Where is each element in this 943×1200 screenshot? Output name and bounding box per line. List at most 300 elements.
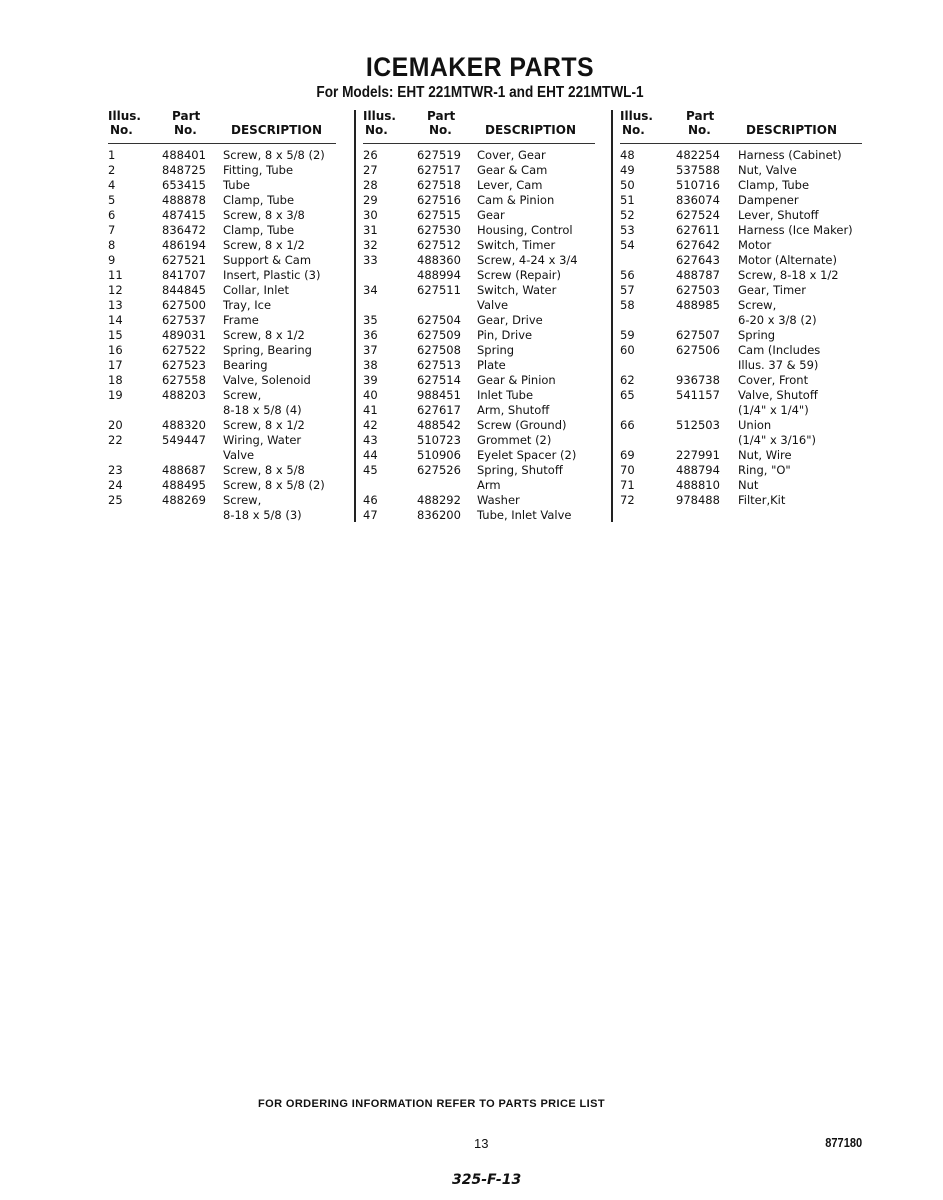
description: Motor <box>738 238 772 252</box>
description: Illus. 37 & 59) <box>738 358 819 372</box>
illus-no: 51 <box>620 193 635 207</box>
illus-no: 44 <box>363 448 378 462</box>
description: Screw, <box>738 298 777 312</box>
part-no: 488787 <box>676 268 720 282</box>
part-no: 844845 <box>162 283 206 297</box>
part-no: 978488 <box>676 493 720 507</box>
column-divider <box>354 110 356 522</box>
description: Valve <box>223 448 255 462</box>
illus-no: 48 <box>620 148 635 162</box>
part-no: 627506 <box>676 343 720 357</box>
part-no: 537588 <box>676 163 720 177</box>
description: Valve, Solenoid <box>223 373 311 387</box>
part-no: 482254 <box>676 148 720 162</box>
table-row <box>363 373 595 388</box>
description: Collar, Inlet <box>223 283 290 297</box>
illus-no: 65 <box>620 388 635 402</box>
table-row <box>108 463 336 478</box>
header-part-1: Part <box>686 109 715 123</box>
table-row <box>108 508 336 523</box>
part-no: 627512 <box>417 238 461 252</box>
header-illus-2: No. <box>365 123 388 137</box>
table-row <box>363 358 595 373</box>
description: Valve, Shutoff <box>738 388 818 402</box>
description: Harness (Ice Maker) <box>738 223 853 237</box>
header-illus-1: Illus. <box>108 109 141 123</box>
table-row <box>108 433 336 448</box>
description: Spring <box>477 343 515 357</box>
description: Gear & Cam <box>477 163 548 177</box>
table-row <box>108 418 336 433</box>
table-row <box>620 223 862 238</box>
table-row <box>108 328 336 343</box>
part-no: 488810 <box>676 478 720 492</box>
illus-no: 43 <box>363 433 378 447</box>
part-no: 627514 <box>417 373 461 387</box>
description: Nut, Valve <box>738 163 797 177</box>
table-row <box>620 298 862 313</box>
part-no: 488360 <box>417 253 461 267</box>
illus-no: 29 <box>363 193 378 207</box>
table-row <box>363 163 595 178</box>
illus-no: 19 <box>108 388 123 402</box>
table-row <box>108 163 336 178</box>
description: Dampener <box>738 193 799 207</box>
description: Screw, 8 x 1/2 <box>223 418 305 432</box>
table-row <box>620 493 862 508</box>
illus-no: 71 <box>620 478 635 492</box>
table-row <box>363 193 595 208</box>
description: Grommet (2) <box>477 433 552 447</box>
part-no: 512503 <box>676 418 720 432</box>
description: Screw (Ground) <box>477 418 567 432</box>
illus-no: 20 <box>108 418 123 432</box>
part-no: 936738 <box>676 373 720 387</box>
table-row <box>363 313 595 328</box>
illus-no: 22 <box>108 433 123 447</box>
table-row <box>363 343 595 358</box>
illus-no: 2 <box>108 163 116 177</box>
description: Insert, Plastic (3) <box>223 268 321 282</box>
description: Arm <box>477 478 501 492</box>
part-no: 488542 <box>417 418 461 432</box>
illus-no: 37 <box>363 343 378 357</box>
table-row <box>620 418 862 433</box>
illus-no: 31 <box>363 223 378 237</box>
part-no: 627507 <box>676 328 720 342</box>
description: Motor (Alternate) <box>738 253 837 267</box>
column-header <box>620 109 862 144</box>
illus-no: 57 <box>620 283 635 297</box>
header-illus-1: Illus. <box>620 109 653 123</box>
table-row <box>620 238 862 253</box>
illus-no: 52 <box>620 208 635 222</box>
illus-no: 72 <box>620 493 635 507</box>
description: Tube <box>223 178 250 192</box>
table-row <box>108 493 336 508</box>
table-row <box>620 193 862 208</box>
illus-no: 60 <box>620 343 635 357</box>
part-no: 627523 <box>162 358 206 372</box>
table-row <box>108 388 336 403</box>
part-no: 486194 <box>162 238 206 252</box>
part-no: 488794 <box>676 463 720 477</box>
table-row <box>363 298 595 313</box>
table-row <box>620 283 862 298</box>
illus-no: 5 <box>108 193 116 207</box>
table-row <box>363 238 595 253</box>
table-row <box>620 313 862 328</box>
part-no: 488985 <box>676 298 720 312</box>
table-row <box>108 148 336 163</box>
table-row <box>620 403 862 418</box>
part-no: 627558 <box>162 373 206 387</box>
description: Spring, Shutoff <box>477 463 563 477</box>
table-row <box>108 358 336 373</box>
table-row <box>363 478 595 493</box>
part-no: 549447 <box>162 433 206 447</box>
description: Screw, 8 x 5/8 (2) <box>223 148 325 162</box>
illus-no: 6 <box>108 208 116 222</box>
header-part-2: No. <box>688 123 711 137</box>
illus-no: 16 <box>108 343 123 357</box>
illus-no: 56 <box>620 268 635 282</box>
part-no: 510906 <box>417 448 461 462</box>
description: Pin, Drive <box>477 328 533 342</box>
part-no: 627642 <box>676 238 720 252</box>
header-illus-2: No. <box>622 123 645 137</box>
table-row <box>620 268 862 283</box>
table-row <box>363 253 595 268</box>
part-no: 510716 <box>676 178 720 192</box>
illus-no: 14 <box>108 313 123 327</box>
description: Valve <box>477 298 509 312</box>
part-no: 488320 <box>162 418 206 432</box>
description: Switch, Timer <box>477 238 556 252</box>
header-desc: DESCRIPTION <box>231 123 323 137</box>
illus-no: 70 <box>620 463 635 477</box>
description: Screw, 8 x 5/8 <box>223 463 305 477</box>
part-no: 627537 <box>162 313 206 327</box>
description: Switch, Water <box>477 283 557 297</box>
part-no: 836074 <box>676 193 720 207</box>
description: Tube, Inlet Valve <box>477 508 572 522</box>
table-row <box>620 178 862 193</box>
illus-no: 66 <box>620 418 635 432</box>
part-no: 627530 <box>417 223 461 237</box>
table-row <box>108 448 336 463</box>
illus-no: 8 <box>108 238 116 252</box>
illus-no: 12 <box>108 283 123 297</box>
parts-column-2 <box>363 109 595 523</box>
illus-no: 42 <box>363 418 378 432</box>
illus-no: 13 <box>108 298 123 312</box>
part-no: 488292 <box>417 493 461 507</box>
description: Clamp, Tube <box>223 223 295 237</box>
part-no: 627515 <box>417 208 461 222</box>
description: Filter,Kit <box>738 493 786 507</box>
part-no: 510723 <box>417 433 461 447</box>
table-row <box>108 298 336 313</box>
description: Housing, Control <box>477 223 573 237</box>
table-row <box>620 373 862 388</box>
column-header <box>363 109 595 144</box>
table-row <box>108 343 336 358</box>
table-row <box>363 403 595 418</box>
table-row <box>108 193 336 208</box>
description: Screw, <box>223 388 262 402</box>
header-desc: DESCRIPTION <box>485 123 577 137</box>
table-row <box>108 478 336 493</box>
part-no: 836472 <box>162 223 206 237</box>
part-no: 627617 <box>417 403 461 417</box>
description: Gear <box>477 208 505 222</box>
part-no: 841707 <box>162 268 206 282</box>
illus-no: 39 <box>363 373 378 387</box>
illus-no: 69 <box>620 448 635 462</box>
part-no: 627522 <box>162 343 206 357</box>
part-no: 988451 <box>417 388 461 402</box>
description: Screw, 8 x 1/2 <box>223 328 305 342</box>
table-row <box>620 253 862 268</box>
header-part-1: Part <box>427 109 456 123</box>
illus-no: 59 <box>620 328 635 342</box>
illus-no: 30 <box>363 208 378 222</box>
table-row <box>620 328 862 343</box>
table-row <box>620 478 862 493</box>
table-row <box>620 358 862 373</box>
table-row <box>108 403 336 418</box>
table-row <box>363 448 595 463</box>
part-no: 488401 <box>162 148 206 162</box>
description: Bearing <box>223 358 268 372</box>
table-row <box>363 283 595 298</box>
description: Lever, Cam <box>477 178 543 192</box>
description: Screw, 8 x 5/8 (2) <box>223 478 325 492</box>
ordering-note: FOR ORDERING INFORMATION REFER TO PARTS PRICE LIST <box>258 1098 605 1110</box>
table-row <box>620 208 862 223</box>
table-row <box>108 253 336 268</box>
models-subtitle: For Models: EHT 221MTWR-1 and EHT 221MTWL-1 <box>316 84 644 101</box>
table-row <box>108 223 336 238</box>
header-part-2: No. <box>429 123 452 137</box>
table-row <box>363 148 595 163</box>
illus-no: 50 <box>620 178 635 192</box>
part-no: 227991 <box>676 448 720 462</box>
column-divider <box>611 110 613 522</box>
illus-no: 1 <box>108 148 116 162</box>
illus-no: 34 <box>363 283 378 297</box>
part-no: 627643 <box>676 253 720 267</box>
part-no: 627521 <box>162 253 206 267</box>
illus-no: 25 <box>108 493 123 507</box>
description: Screw, 4-24 x 3/4 <box>477 253 578 267</box>
illus-no: 17 <box>108 358 123 372</box>
header-part-1: Part <box>172 109 201 123</box>
description: Screw, <box>223 493 262 507</box>
description: Lever, Shutoff <box>738 208 819 222</box>
part-no: 836200 <box>417 508 461 522</box>
part-no: 627503 <box>676 283 720 297</box>
part-no: 541157 <box>676 388 720 402</box>
description: Cover, Front <box>738 373 809 387</box>
illus-no: 35 <box>363 313 378 327</box>
document-code: 877180 <box>825 1135 863 1150</box>
table-row <box>363 463 595 478</box>
table-row <box>620 388 862 403</box>
part-no: 627509 <box>417 328 461 342</box>
description: Cam & Pinion <box>477 193 555 207</box>
table-row <box>620 433 862 448</box>
description: Fitting, Tube <box>223 163 294 177</box>
table-row <box>108 373 336 388</box>
description: Spring <box>738 328 776 342</box>
header-illus-1: Illus. <box>363 109 396 123</box>
part-no: 627511 <box>417 283 461 297</box>
illus-no: 40 <box>363 388 378 402</box>
description: Screw, 8-18 x 1/2 <box>738 268 839 282</box>
description: Washer <box>477 493 520 507</box>
part-no: 489031 <box>162 328 206 342</box>
part-no: 627504 <box>417 313 461 327</box>
part-no: 627517 <box>417 163 461 177</box>
illus-no: 45 <box>363 463 378 477</box>
part-no: 488878 <box>162 193 206 207</box>
illus-no: 49 <box>620 163 635 177</box>
part-no: 848725 <box>162 163 206 177</box>
description: Gear, Drive <box>477 313 543 327</box>
description: Union <box>738 418 772 432</box>
table-row <box>620 163 862 178</box>
description: Harness (Cabinet) <box>738 148 842 162</box>
illus-no: 46 <box>363 493 378 507</box>
part-no: 627519 <box>417 148 461 162</box>
part-no: 488203 <box>162 388 206 402</box>
illus-no: 62 <box>620 373 635 387</box>
parts-column-1 <box>108 109 336 523</box>
illus-no: 15 <box>108 328 123 342</box>
description: Arm, Shutoff <box>477 403 550 417</box>
table-row <box>363 508 595 523</box>
table-row <box>620 343 862 358</box>
table-row <box>363 178 595 193</box>
part-no: 627518 <box>417 178 461 192</box>
table-row <box>363 268 595 283</box>
table-row <box>108 268 336 283</box>
table-row <box>363 208 595 223</box>
part-no: 627513 <box>417 358 461 372</box>
illus-no: 26 <box>363 148 378 162</box>
part-no: 488269 <box>162 493 206 507</box>
part-no: 627524 <box>676 208 720 222</box>
description: Cam (Includes <box>738 343 821 357</box>
description: (1/4" x 3/16") <box>738 433 817 447</box>
description: Screw, 8 x 1/2 <box>223 238 305 252</box>
illus-no: 28 <box>363 178 378 192</box>
illus-no: 33 <box>363 253 378 267</box>
table-row <box>108 208 336 223</box>
description: Screw (Repair) <box>477 268 562 282</box>
table-row <box>620 463 862 478</box>
description: Frame <box>223 313 259 327</box>
table-row <box>363 328 595 343</box>
illus-no: 53 <box>620 223 635 237</box>
part-no: 487415 <box>162 208 206 222</box>
column-header <box>108 109 336 144</box>
table-row <box>363 223 595 238</box>
illus-no: 54 <box>620 238 635 252</box>
description: Support & Cam <box>223 253 312 267</box>
table-row <box>363 418 595 433</box>
handwritten-note: 325-F-13 <box>452 1172 522 1188</box>
page-title: ICEMAKER PARTS <box>365 52 595 82</box>
illus-no: 4 <box>108 178 116 192</box>
illus-no: 58 <box>620 298 635 312</box>
description: (1/4" x 1/4") <box>738 403 809 417</box>
part-no: 627526 <box>417 463 461 477</box>
description: Screw, 8 x 3/8 <box>223 208 305 222</box>
illus-no: 9 <box>108 253 116 267</box>
table-row <box>363 433 595 448</box>
part-no: 627508 <box>417 343 461 357</box>
description: Eyelet Spacer (2) <box>477 448 577 462</box>
description: Gear & Pinion <box>477 373 556 387</box>
illus-no: 7 <box>108 223 116 237</box>
description: Nut, Wire <box>738 448 792 462</box>
header-illus-2: No. <box>110 123 133 137</box>
description: Wiring, Water <box>223 433 302 447</box>
description: Clamp, Tube <box>223 193 295 207</box>
description: 8-18 x 5/8 (3) <box>223 508 302 522</box>
table-row <box>363 388 595 403</box>
part-no: 627500 <box>162 298 206 312</box>
part-no: 653415 <box>162 178 206 192</box>
description: Tray, Ice <box>223 298 272 312</box>
illus-no: 41 <box>363 403 378 417</box>
part-no: 488994 <box>417 268 461 282</box>
table-row <box>620 448 862 463</box>
table-row <box>108 178 336 193</box>
header-desc: DESCRIPTION <box>746 123 838 137</box>
part-no: 627611 <box>676 223 720 237</box>
table-row <box>108 283 336 298</box>
illus-no: 47 <box>363 508 378 522</box>
description: Ring, "O" <box>738 463 791 477</box>
description: 6-20 x 3/8 (2) <box>738 313 817 327</box>
illus-no: 32 <box>363 238 378 252</box>
description: 8-18 x 5/8 (4) <box>223 403 302 417</box>
illus-no: 38 <box>363 358 378 372</box>
description: Spring, Bearing <box>223 343 312 357</box>
illus-no: 23 <box>108 463 123 477</box>
description: Gear, Timer <box>738 283 806 297</box>
illus-no: 24 <box>108 478 123 492</box>
illus-no: 27 <box>363 163 378 177</box>
table-row <box>620 148 862 163</box>
description: Clamp, Tube <box>738 178 810 192</box>
description: Plate <box>477 358 506 372</box>
table-row <box>363 493 595 508</box>
description: Inlet Tube <box>477 388 534 402</box>
table-row <box>108 238 336 253</box>
part-no: 488687 <box>162 463 206 477</box>
description: Nut <box>738 478 759 492</box>
header-part-2: No. <box>174 123 197 137</box>
part-no: 627516 <box>417 193 461 207</box>
illus-no: 36 <box>363 328 378 342</box>
illus-no: 18 <box>108 373 123 387</box>
page-number: 13 <box>474 1136 489 1151</box>
